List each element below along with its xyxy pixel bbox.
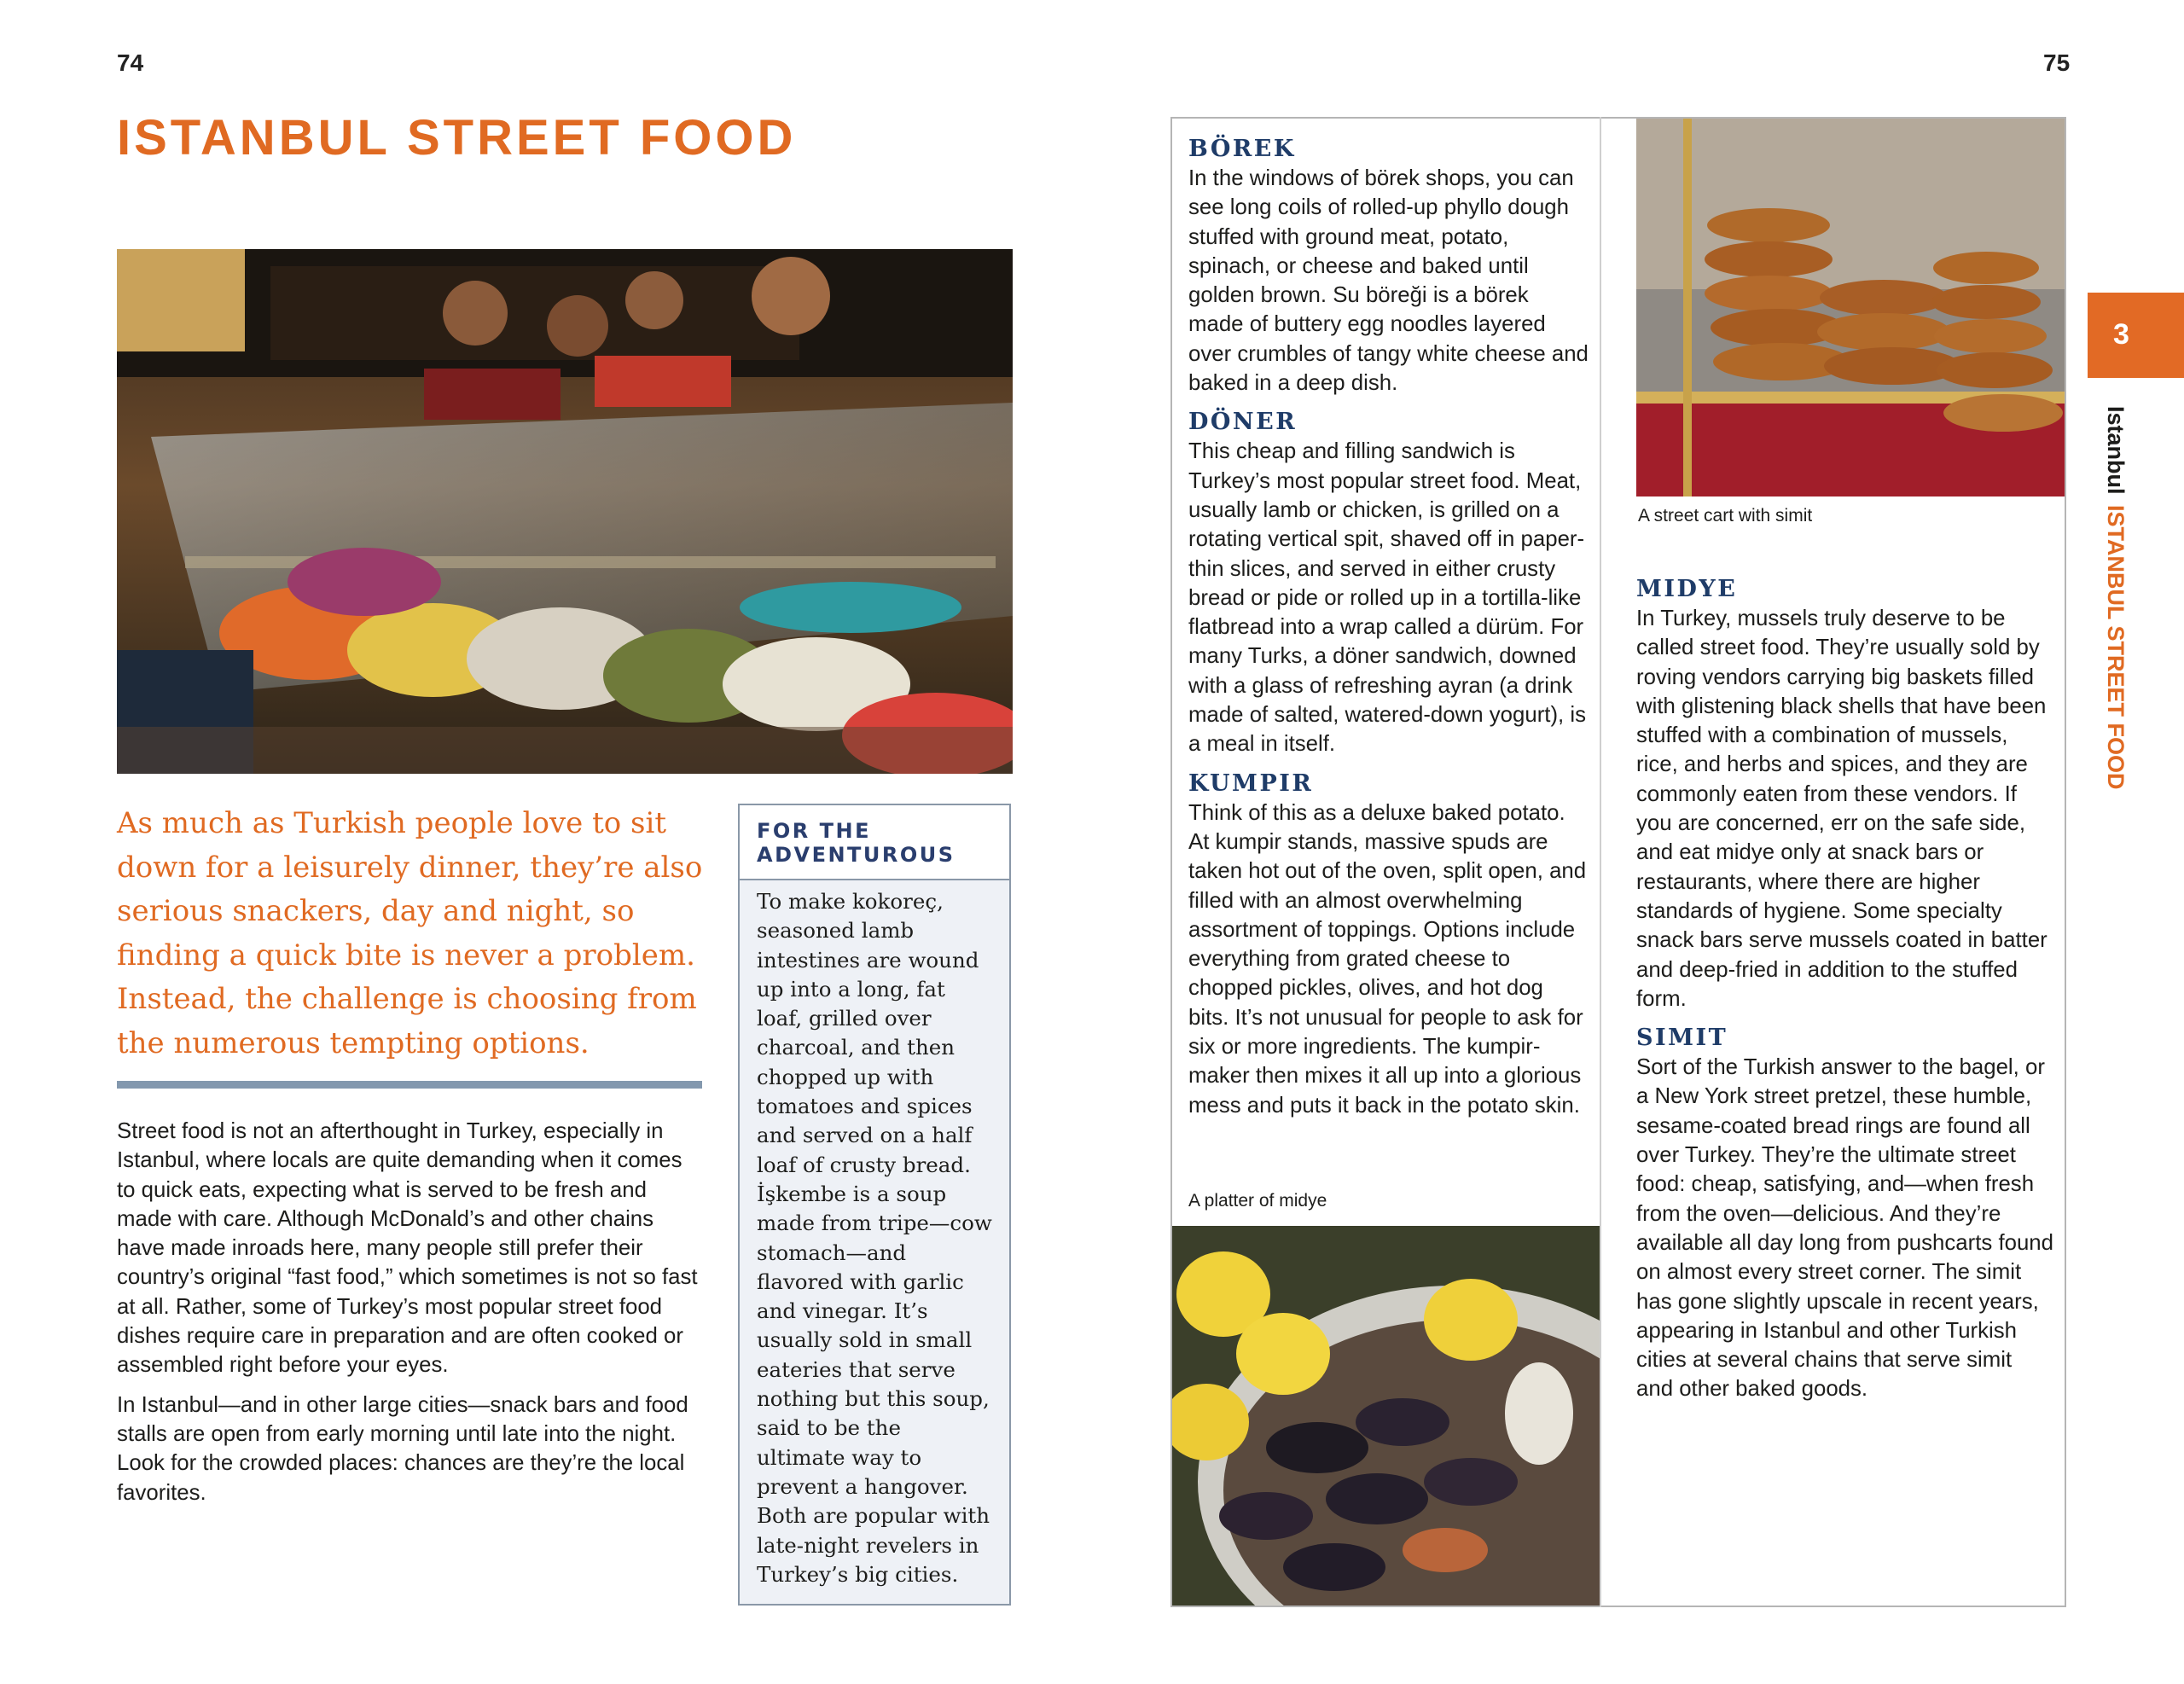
section-text-kumpir: Think of this as a deluxe baked potato. At kumpir stands, massive spuds are taken hot out of the oven, split open, and filled with an almost overwhelming assortment of toppings. Options include everything from grated cheese to chopped pickles, olives, and hot dog bits. It’s not unusual for people to ask for six or more ingredients. The kumpir-maker then mixes it all up into a glorious mess and puts it back in the potato skin. [1188,800,1587,1118]
section-heading-simit: SIMIT [1636,1025,1728,1052]
section-text-simit: Sort of the Turkish answer to the bagel, or a New York street pretzel, these humble, sesame-coated bread rings are found all over Turkey. They’re the ultimate street food: cheap, satisfying, and—when fresh from the oven—delicious. And they’re available all day long from pushcarts found on almost every street corner. The simit has gone slightly upscale in recent years, appearing in Istanbul and other Turkish cities at several chains that serve simit and other baked goods. [1636,1055,2053,1402]
page-title: ISTANBUL STREET FOOD [117,110,797,165]
section-kumpir [1188,769,1589,1120]
sidebar-text: To make kokoreç, seasoned lamb intestines are wound up into a long, fat loaf, grilled over charcoal, and then chopped up with tomatoes and spices and served on a half loaf of crusty bread. İşkembe is a soup made from tripe—cow stomach—and flavored with garlic and vinegar. It’s usually sold in small eateries that serve nothing but this soup, said to be the ultimate way to prevent a hangover. Both are popular with late-night revelers in Turkey’s big cities. [740,880,1009,1604]
section-text-doner: This cheap and filling sandwich is Turkey’s most popular street food. Meat, usually lamb or chicken, is grilled on a rotating vertical spit, shaved off in paper-thin slices, and served in either crusty bread or pide or rolled up in a tortilla-like flatbread into a wrap called a dürüm. For many Turks, a döner sandwich, downed with a glass of refreshing ayran (a drink made of salted, watered-down yogurt), is a meal in itself. [1188,439,1587,757]
body-paragraph-2: In Istanbul—and in other large cities—snack bars and food stalls are open from early morning until late into the night. Look for the crowded places: chances are they’re the local favorites. [117,1392,688,1505]
simit-photo-caption: A street cart with simit [1638,506,1813,526]
section-doner [1188,408,1589,758]
section-heading-kumpir: KUMPIR [1188,769,1314,797]
section-heading-borek: BÖREK [1188,136,1296,162]
intro-paragraph: As much as Turkish people love to sit down for a leisurely dinner, they’re also serious snackers, day and night, so finding a quick bite is never a problem. Instead, the challenge is choosing from the numerous tempting options. [117,806,703,1060]
page-number-right: 75 [2043,49,2071,76]
section-text-midye: In Turkey, mussels truly deserve to be called street food. They’re usually sold by roving vendors carrying big baskets filled with glistening black shells that have been stuffed with a combination of mussels, rice, and herbs and spices, and they are commonly eaten from these vendors. If you are concerned, err on the safe side, and eat midye only at snack bars or restaurants, where there are higher standards of hygiene. Some specialty snack bars serve mussels coated in batter and deep-fried in addition to the stuffed form. [1636,607,2048,1011]
sidebar-heading: FOR THE ADVENTUROUS [740,805,1009,880]
chapter-tab [2088,293,2184,378]
body-paragraph-1: Street food is not an afterthought in Turkey, especially in Istanbul, where locals are quite demanding when it comes to quick eats, expecting what is served to be fresh and made with care. Although McDonald’s and other chains have made inroads here, many people still prefer their country’s original “fast food,” which sometimes is not so fast at all. Rather, some of Turkey’s most popular street food dishes require care in preparation and are often cooked or assembled right before your eyes. [117,1119,698,1378]
simit-cart-photo [1636,119,2065,496]
street-food-stall-photo [117,249,1013,774]
main-body-text [117,1117,706,1518]
section-heading-doner: DÖNER [1188,409,1298,436]
column-divider [1600,117,1601,1607]
column-a [1188,135,1589,1120]
running-head-city: Istanbul [2103,406,2129,495]
section-midye [1636,575,2054,1013]
midye-photo-caption: A platter of midye [1188,1191,1327,1211]
running-head-section: ISTANBUL STREET FOOD [2103,505,2129,790]
section-borek [1188,135,1589,398]
intro-divider [117,1081,702,1089]
section-heading-midye: MIDYE [1636,576,1738,602]
section-simit [1636,1024,2054,1404]
chapter-number: 3 [2113,318,2129,351]
midye-platter-photo [1172,1226,1600,1606]
adventurous-sidebar [738,804,1011,1606]
column-b [1636,575,2054,1404]
page-number-left: 74 [117,49,144,76]
section-text-borek: In the windows of börek shops, you can see long coils of rolled-up phyllo dough stuffed with ground meat, potato, spinach, or cheese and baked until golden brown. Su böreği is a börek made of buttery egg noodles layered over crumbles of tangy white cheese and baked in a deep dish. [1188,166,1589,396]
